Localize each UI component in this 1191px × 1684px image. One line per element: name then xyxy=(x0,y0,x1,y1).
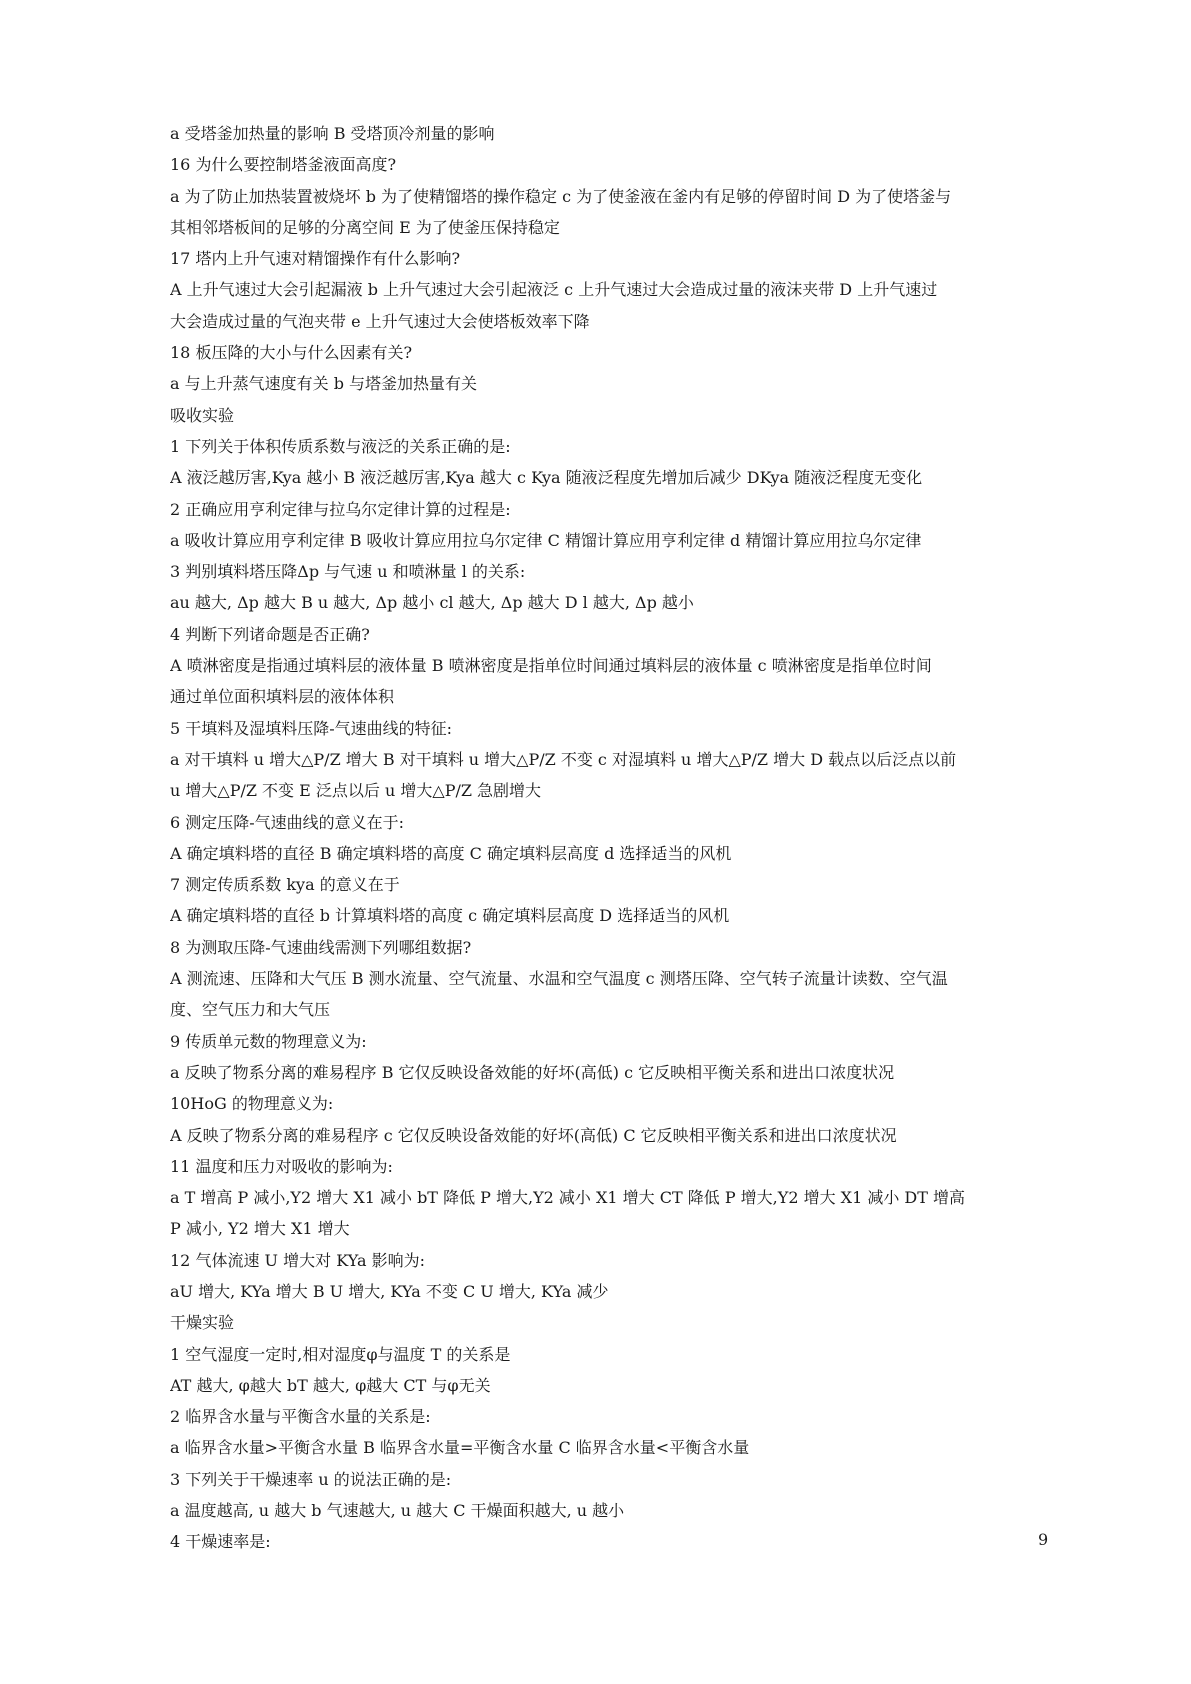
text-line: 通过单位面积填料层的液体体积 xyxy=(170,687,395,707)
text-line: aU 增大, KYa 增大 B U 增大, KYa 不变 C U 增大, KYa 减少 xyxy=(170,1281,609,1301)
question-heading: 3 下列关于干燥速率 u 的说法正确的是: xyxy=(170,1469,452,1489)
text-line: A 喷淋密度是指通过填料层的液体量 B 喷淋密度是指单位时间通过填料层的液体量 c 喷淋密度是指单位时间 xyxy=(170,656,932,676)
question-heading: 8 为测取压降-气速曲线需测下列哪组数据? xyxy=(170,937,472,957)
question-heading: 12 气体流速 U 增大对 KYa 影响为: xyxy=(170,1250,426,1270)
text-line: a 受塔釜加热量的影响 B 受塔顶冷剂量的影响 xyxy=(170,124,495,143)
text-line: a 反映了物系分离的难易程序 B 它仅反映设备效能的好坏(高低) c 它反映相平衡关系和进出口浓度状况 xyxy=(170,1062,895,1082)
question-heading: 16 为什么要控制塔釜液面高度? xyxy=(170,155,397,175)
question-heading: 7 测定传质系数 kya 的意义在于 xyxy=(170,875,400,895)
text-line: A 反映了物系分离的难易程序 c 它仅反映设备效能的好坏(高低) C 它反映相平衡关系和进出口浓度状况 xyxy=(170,1125,897,1145)
text-line: A 上升气速过大会引起漏液 b 上升气速过大会引起液泛 c 上升气速过大会造成过量的液沫夹带 D 上升气速过 xyxy=(170,280,938,300)
text-line: a 临界含水量>平衡含水量 B 临界含水量=平衡含水量 C 临界含水量<平衡含水量 xyxy=(170,1438,750,1458)
question-heading: 10HoG 的物理意义为: xyxy=(170,1094,334,1114)
text-line: a T 增高 P 减小,Y2 增大 X1 减小 bT 降低 P 增大,Y2 减小 X1 增大 CT 降低 P 增大,Y2 增大 X1 减小 DT 增高 xyxy=(170,1188,966,1208)
text-line: 度、空气压力和大气压 xyxy=(170,1000,331,1020)
page-number: 9 xyxy=(1038,1530,1049,1549)
text-line: a 为了防止加热装置被烧坏 b 为了使精馏塔的操作稳定 c 为了使釜液在釜内有足够的停留时间 D 为了使塔釜与 xyxy=(170,186,952,206)
text-line: a 吸收计算应用亨利定律 B 吸收计算应用拉乌尔定律 C 精馏计算应用亨利定律 d 精馏计算应用拉乌尔定律 xyxy=(170,530,922,550)
question-heading: 3 判别填料塔压降Δp 与气速 u 和喷淋量 l 的关系: xyxy=(170,562,526,582)
text-line: A 液泛越厉害,Kya 越小 B 液泛越厉害,Kya 越大 c Kya 随液泛程度先增加后减少 DKya 随液泛程度无变化 xyxy=(170,468,923,488)
text-line: 其相邻塔板间的足够的分离空间 E 为了使釜压保持稳定 xyxy=(170,217,560,237)
text-line: a 与上升蒸气速度有关 b 与塔釜加热量有关 xyxy=(170,374,478,394)
section-heading: 吸收实验 xyxy=(170,405,235,425)
question-heading: 2 临界含水量与平衡含水量的关系是: xyxy=(170,1407,431,1427)
text-line: A 确定填料塔的直径 b 计算填料塔的高度 c 确定填料层高度 D 选择适当的风机 xyxy=(170,906,730,926)
text-line: A 确定填料塔的直径 B 确定填料塔的高度 C 确定填料层高度 d 选择适当的风机 xyxy=(170,843,732,863)
text-line: 大会造成过量的气泡夹带 e 上升气速过大会使塔板效率下降 xyxy=(170,311,590,331)
question-heading: 9 传质单元数的物理意义为: xyxy=(170,1031,367,1051)
question-heading: 6 测定压降-气速曲线的意义在于: xyxy=(170,812,405,832)
question-heading: 11 温度和压力对吸收的影响为: xyxy=(170,1156,393,1176)
question-heading: 2 正确应用亨利定律与拉乌尔定律计算的过程是: xyxy=(170,499,511,519)
section-heading: 干燥实验 xyxy=(170,1313,235,1333)
question-heading: 4 判断下列诸命题是否正确? xyxy=(170,624,370,644)
question-heading: 4 干燥速率是: xyxy=(170,1532,271,1552)
question-heading: 17 塔内上升气速对精馏操作有什么影响? xyxy=(170,249,461,269)
text-line: a 对干填料 u 增大△P/Z 增大 B 对干填料 u 增大△P/Z 不变 c 对湿填料 u 增大△P/Z 增大 D 载点以后泛点以前 xyxy=(170,749,957,769)
question-heading: 18 板压降的大小与什么因素有关? xyxy=(170,343,413,363)
text-line: a 温度越高, u 越大 b 气速越大, u 越大 C 干燥面积越大, u 越小 xyxy=(170,1501,625,1521)
question-heading: 5 干填料及湿填料压降-气速曲线的特征: xyxy=(170,718,453,738)
text-line: A 测流速、压降和大气压 B 测水流量、空气流量、水温和空气温度 c 测塔压降、空气转子流量计读数、空气温 xyxy=(170,969,948,989)
text-line: au 越大, Δp 越大 B u 越大, Δp 越小 cl 越大, Δp 越大 D l 越大, Δp 越小 xyxy=(170,593,694,613)
text-line: u 增大△P/Z 不变 E 泛点以后 u 增大△P/Z 急剧增大 xyxy=(170,781,542,801)
question-heading: 1 空气湿度一定时,相对湿度φ与温度 T 的关系是 xyxy=(170,1344,511,1364)
question-heading: 1 下列关于体积传质系数与液泛的关系正确的是: xyxy=(170,436,511,456)
document-body xyxy=(170,118,1050,1558)
text-line: P 减小, Y2 增大 X1 增大 xyxy=(170,1219,350,1239)
text-line: AT 越大, φ越大 bT 越大, φ越大 CT 与φ无关 xyxy=(170,1375,491,1395)
